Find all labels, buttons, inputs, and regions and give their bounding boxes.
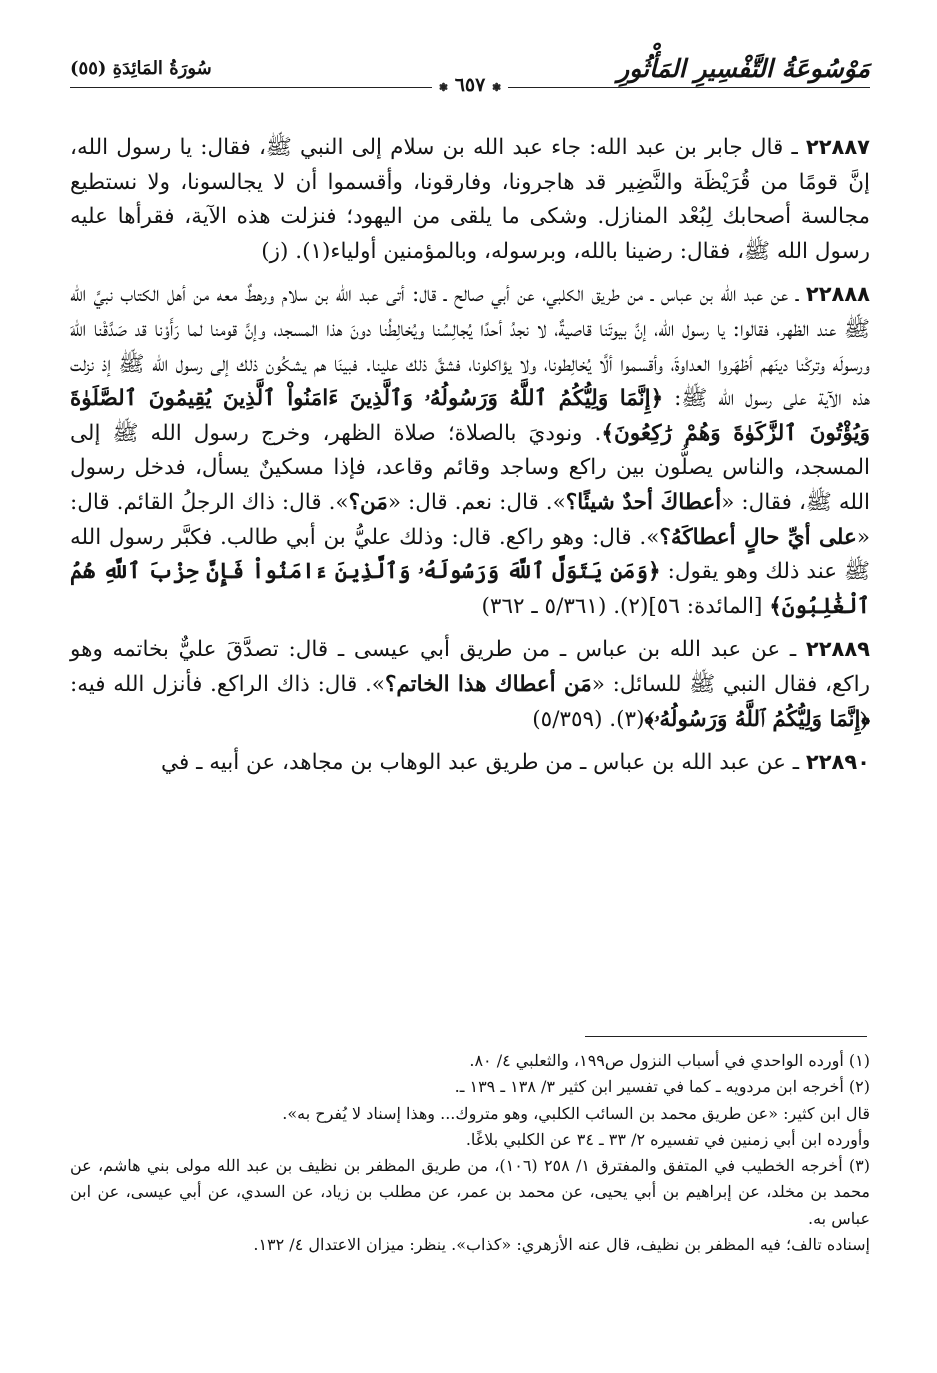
quoted-speech: مَن؟	[348, 489, 388, 515]
quran-verse: ﴿إِنَّمَا وَلِيُّكُمُ ٱللَّهُ وَرَسُولُهُۥ وَٱلَّذِينَ ءَامَنُواْ ٱلَّذِينَ يُقِيمُونَ ٱلصَّلَوٰةَ وَيُؤْتُونَ ٱلزَّكَوٰةَ وَهُمْ رَٰكِعُونَ﴾	[70, 386, 870, 446]
quoted-speech: مَن أعطاك هذا الخاتم؟	[384, 671, 592, 697]
header-rule-right	[508, 87, 870, 88]
quoted-speech: أعطاكَ أحدٌ شيئًا؟	[565, 489, 722, 515]
hadith-22890	[70, 745, 870, 781]
hadith-text: ـ عن عبد الله بن عباس ـ من طريق عبد الوهاب بن مجاهد، عن أبيه ـ في	[161, 750, 800, 776]
footnotes	[70, 1048, 870, 1258]
footnote: قال ابن كثير: «عن طريق محمد بن السائب الكلبي، وهو متروك... وهذا إسناد لا يُفرح به».	[282, 1103, 870, 1123]
page-header	[70, 52, 870, 112]
hadith-number: ٢٢٨٩٠	[805, 750, 870, 775]
hadith-text: . ونوديَ بالصلاة؛ صلاة الظهر، وخرج رسول الله ﷺ إلى المسجد، والناس يصلُّون بين راكع وساجد وقائم وقاعد، فإذا مسكينٌ يسأل، فدخل رسول الله ﷺ، فقال: «	[70, 420, 870, 515]
hadith-number: ٢٢٨٨٨	[805, 282, 870, 307]
footnote: (١) أورده الواحدي في أسباب النزول ص١٩٩، والثعلبي ٤/ ٨٠.	[469, 1051, 870, 1070]
ornament-icon: ❃	[491, 81, 502, 94]
footnote: إسناده تالف؛ فيه المظفر بن نظيف، قال عنه الأزهري: «كذاب». ينظر: ميزان الاعتدال ٤/ ١٣٢.	[253, 1235, 870, 1255]
footnote: (٣) أخرجه الخطيب في المتفق والمفترق ١/ ٢٥٨ (١٠٦)، من طريق المظفر بن نظيف بن عبد الله مولى بني هاشم، عن محمد بن مخلد، عن إبراهيم بن أبي يحيى، عن محمد بن عمر، عن مطلب بن زياد، عن السدي، عن أبي عيسى، عن ابن عباس به.	[70, 1156, 870, 1228]
book-title: مَوْسُوعَةُ التَّفْسِيرِ المَأْثُورِ	[617, 54, 870, 83]
hadith-text: ». قال: ذاك الرجلُ القائم. قال: «	[70, 489, 870, 550]
footnote-separator	[585, 1036, 867, 1037]
surah-label: سُورَةُ المَائِدَةِ (٥٥)	[70, 58, 212, 79]
quoted-speech: على أيِّ حالٍ أعطاكَهُ؟	[659, 524, 857, 550]
hadith-text: ». قال: ذاك الراكع. فأنزل الله فيه:	[70, 671, 385, 697]
main-text	[70, 130, 870, 789]
page-number-value: ٦٥٧	[454, 74, 486, 96]
footnote: وأورده ابن أبي زمنين في تفسيره ٢/ ٣٣ ـ ٣٤ عن الكلبي بلاغًا.	[465, 1129, 870, 1149]
hadith-text: ». قال: نعم. قال: «	[387, 489, 566, 515]
hadith-22889	[70, 632, 870, 737]
hadith-text: ». قال: وهو راكع. قال: وذلك عليُّ بن أبي طالب. فكبَّر رسول الله ﷺ عند ذلك وهو يقول:	[70, 524, 870, 585]
hadith-text: ـ قال جابر بن عبد الله: جاء عبد الله بن سلام إلى النبي ﷺ، فقال: يا رسول الله، إنَّ قومًا من قُرَيْظَة والنَّضِير قد هاجرونا، وفارقونا، وأقسموا أن لا يجالسونا، ولا نستطيع مجالسة أصحابك لِبُعْد المنازل. وشكى ما يلقى من اليهود؛ فنزلت هذه الآية، فقرأها عليه رسول الله ﷺ، فقال: رضينا بالله، وبرسوله، وبالمؤمنين أولياء(١). (ز)	[70, 135, 870, 264]
hadith-text: [المائدة: ٥٦](٢). (٥/٣٦١ ـ ٣٦٢)	[481, 593, 770, 619]
hadith-text: ـ عن عبد الله بن عباس ـ من طريق أبي عيسى ـ قال: تصدَّقَ عليٌّ بخاتمه وهو راكع، فقال النبي ﷺ للسائل: «	[70, 637, 870, 697]
footnote: (٢) أخرجه ابن مردويه ـ كما في تفسير ابن كثير ٣/ ١٣٨ ـ ١٣٩ ـ.	[454, 1077, 870, 1097]
hadith-22887	[70, 130, 870, 269]
hadith-text: (٣). (٥/٣٥٩)	[532, 706, 645, 732]
ornament-icon: ❃	[438, 81, 449, 94]
hadith-text: ـ عن عبد الله بن عباس ـ من طريق الكلبي، عن أبي صالح ـ قال: أتى عبد الله بن سلام ورهطٌ معه من أهل الكتاب نبيَّ الله ﷺ عند الظهر، فقالوا: يا رسول الله، إنَّ بيوتَنا قاصيةٌ، لا نجدُ أحدًا يُجالِسُنا ويُخالِطُنا دونَ هذا المسجد، وإنَّ قومنا لما رَأَوْنا قد صَدَّقْنا اللهَ ورسولَه وتركْنا دينَهم أظهَروا العداوةَ، وأقسموا ألَّا يُخالِطونا، ولا يؤاكلونا، فشقَّ ذلك علينا. فبينَا هم يشكُون ذلك إلى رسول الله ﷺ إذ نزلت هذه الآية على رسول الله ﷺ:	[70, 282, 871, 412]
hadith-number: ٢٢٨٨٧	[805, 135, 870, 159]
page-number	[432, 74, 508, 96]
quran-verse: ﴿وَمَن يَتَوَلَّ ٱللَّهَ وَرَسُولَهُۥ وَٱلَّذِينَ ءَامَنُواْ فَإِنَّ حِزْبَ ٱللَّهِ هُمُ ٱلْغَٰلِبُونَ﴾	[70, 559, 870, 619]
quran-verse: ﴿إِنَّمَا وَلِيُّكُمُ ٱللَّهُ وَرَسُولُهُۥ﴾	[644, 706, 870, 732]
header-rule-left	[70, 87, 432, 88]
hadith-22888	[70, 277, 870, 624]
hadith-number: ٢٢٨٨٩	[805, 637, 870, 662]
